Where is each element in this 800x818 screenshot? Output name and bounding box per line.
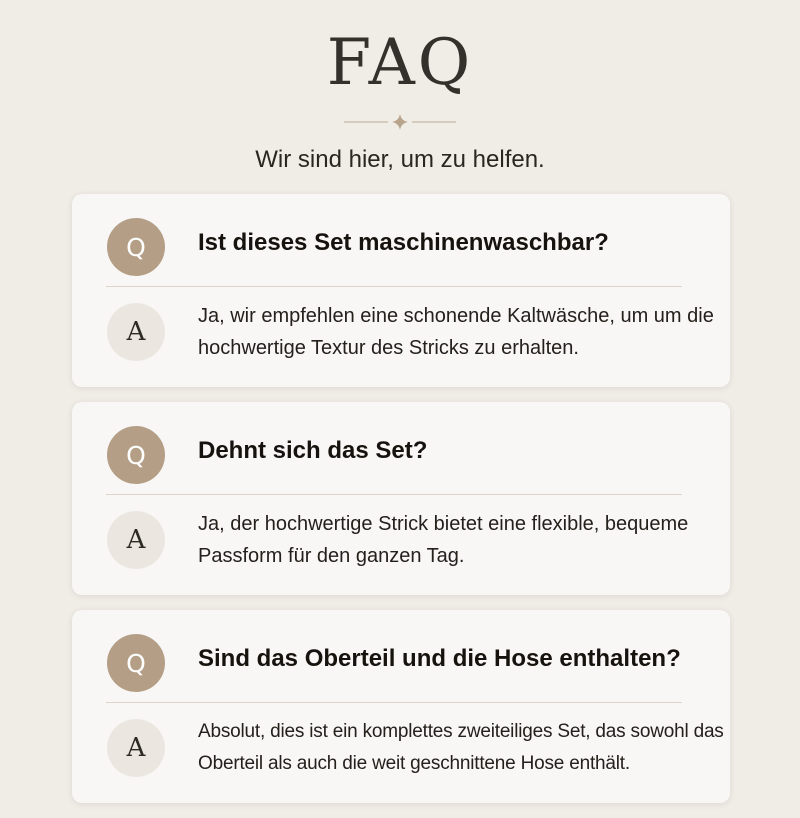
- faq-question: Ist dieses Set maschinenwaschbar?: [198, 229, 609, 256]
- faq-answer-row: [72, 703, 730, 803]
- answer-badge: A: [107, 719, 165, 777]
- faq-list: [72, 194, 730, 818]
- answer-badge: A: [107, 303, 165, 361]
- faq-answer: Ja, der hochwertige Strick bietet eine flexible, bequeme Passform für den ganzen Tag.: [198, 513, 689, 567]
- faq-item[interactable]: [72, 402, 730, 595]
- faq-item[interactable]: [72, 610, 730, 803]
- faq-question: Dehnt sich das Set?: [198, 437, 428, 464]
- question-badge: Q: [107, 218, 165, 276]
- faq-item[interactable]: [72, 194, 730, 387]
- page-subtitle: Wir sind hier, um zu helfen.: [255, 146, 545, 173]
- page-title: FAQ: [326, 26, 474, 100]
- ornament-divider: [344, 112, 456, 132]
- sparkle-icon: [392, 114, 408, 130]
- faq-answer: Ja, wir empfehlen eine schonende Kaltwäsche, um um die hochwertige Textur des Stricks zu erhalten.: [198, 305, 714, 359]
- question-badge: Q: [107, 426, 165, 484]
- faq-question-row[interactable]: [72, 610, 730, 703]
- faq-question: Sind das Oberteil und die Hose enthalten?: [198, 645, 681, 672]
- faq-answer-row: [72, 287, 730, 387]
- faq-answer: Absolut, dies ist ein komplettes zweiteiliges Set, das sowohl das Oberteil als auch die weit geschnittene Hose enthält.: [198, 721, 724, 774]
- question-badge: Q: [107, 634, 165, 692]
- answer-badge: A: [107, 511, 165, 569]
- faq-question-row[interactable]: [72, 402, 730, 495]
- faq-answer-row: [72, 495, 730, 595]
- faq-question-row[interactable]: [72, 194, 730, 287]
